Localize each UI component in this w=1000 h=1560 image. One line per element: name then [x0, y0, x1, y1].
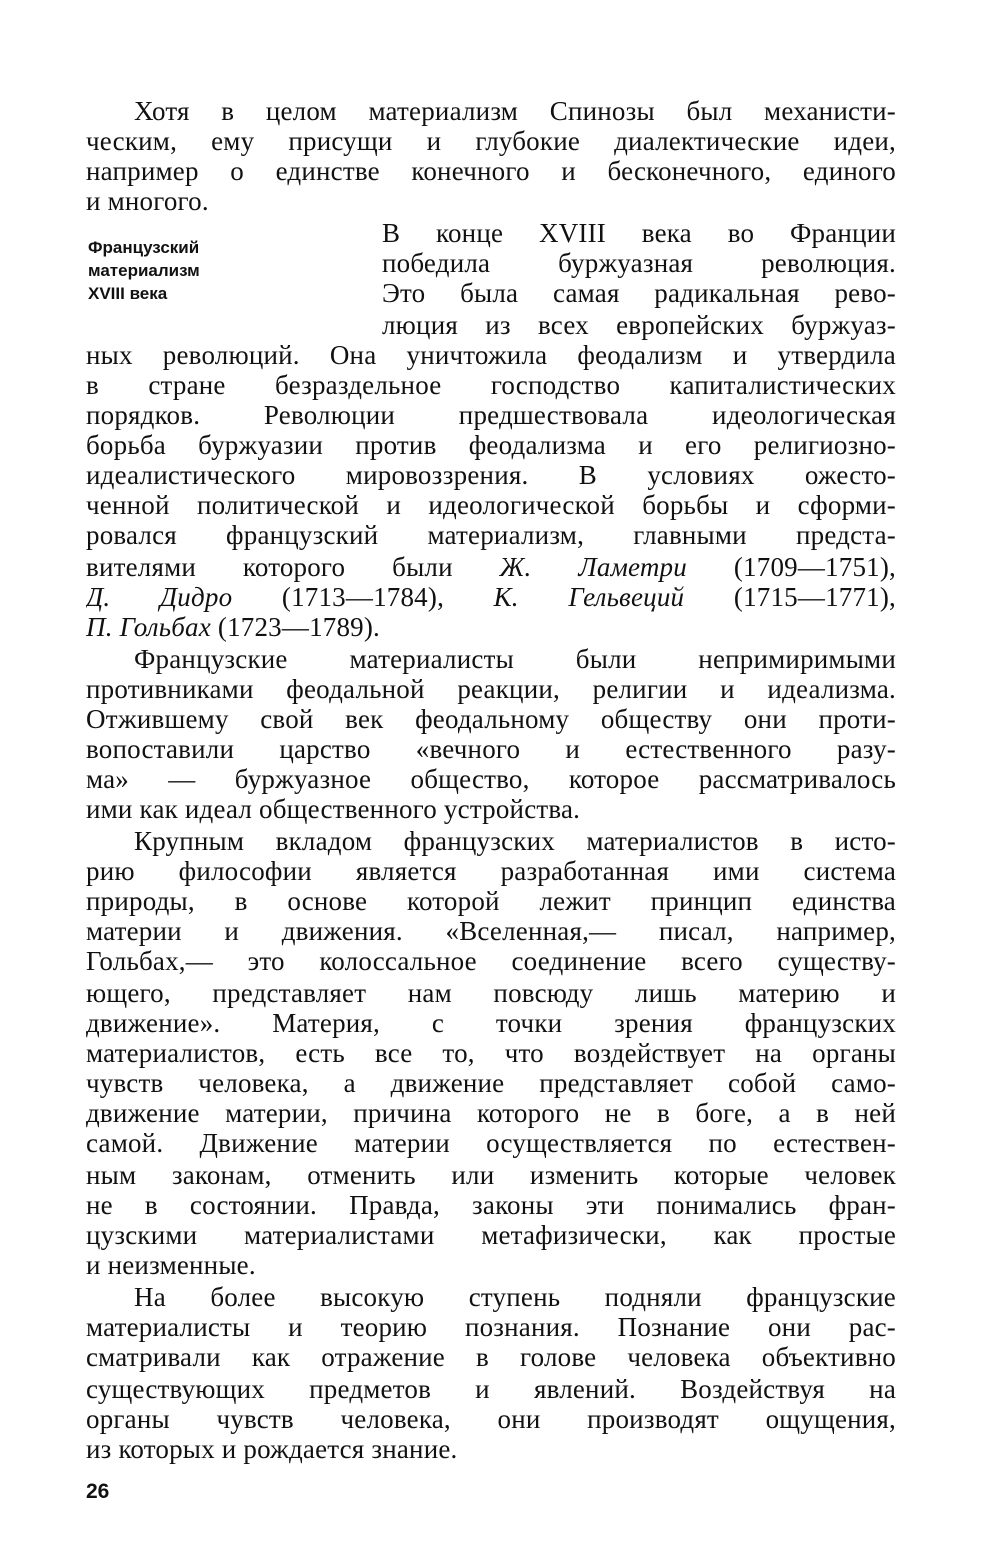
text-line: люция из всех европейских буржуаз- — [382, 310, 896, 340]
text-line: ческим, ему присущи и глубокие диалектические идеи, — [86, 126, 896, 156]
text-line: Это была самая радикальная рево- — [382, 278, 896, 308]
text-line: борьба буржуазии против феодализма и его религиозно- — [86, 430, 896, 460]
text-line: материалисты и теорию познания. Познание они рас- — [86, 1312, 896, 1342]
text-line: Гольбах,— это колоссальное соединение всего существу- — [86, 946, 896, 976]
text-line: Французские материалисты были непримиримыми — [134, 644, 896, 674]
text-line: материалистов, есть все то, что воздействует на органы — [86, 1038, 896, 1068]
text-line: не в состоянии. Правда, законы эти понимались фран- — [86, 1190, 896, 1220]
margin-heading-line: материализм — [88, 261, 200, 280]
text-line: На более высокую ступень подняли французские — [134, 1282, 896, 1312]
text-fragment: (1723—1789). — [217, 612, 381, 642]
text-line: ным законам, отменить или изменить которые человек — [86, 1160, 896, 1190]
text-line: Хотя в целом материализм Спинозы был механисти- — [134, 96, 896, 126]
text-line: природы, в основе которой лежит принцип единства — [86, 886, 896, 916]
text-line: органы чувств человека, они производят ощущения, — [86, 1404, 896, 1434]
text-fragment: (1713—1784), — [281, 582, 445, 612]
text-line: Крупным вкладом французских материалистов в исто- — [134, 826, 896, 856]
person-name: Д. Дидро — [86, 582, 233, 612]
text-line: ющего, представляет нам повсюду лишь материю и — [86, 978, 896, 1008]
person-name: Ж. Ламетри — [499, 552, 687, 582]
text-line — [86, 612, 896, 642]
text-line: и многого. — [86, 186, 209, 216]
text-line: чувств человека, а движение представляет собой само- — [86, 1068, 896, 1098]
margin-heading-line: Французский — [88, 238, 200, 257]
margin-heading — [88, 236, 288, 305]
text-line: противниками феодальной реакции, религии и идеализма. — [86, 674, 896, 704]
text-line: в стране безраздельное господство капиталистических — [86, 370, 896, 400]
text-line: вопоставили царство «вечного и естественного разу- — [86, 734, 896, 764]
margin-heading-line: XVIII века — [88, 284, 168, 303]
text-line: движение». Материя, с точки зрения французских — [86, 1008, 896, 1038]
text-line: материи и движения. «Вселенная,— писал, например, — [86, 916, 896, 946]
person-name: П. Гольбах — [86, 612, 211, 642]
text-line — [86, 582, 896, 612]
text-line: идеалистического мировоззрения. В условиях ожесто- — [86, 460, 896, 490]
text-line: рию философии является разработанная ими система — [86, 856, 896, 886]
text-line: Отжившему свой век феодальному обществу они проти- — [86, 704, 896, 734]
text-line: существующих предметов и явлений. Воздействуя на — [86, 1374, 896, 1404]
text-line: ими как идеал общественного устройства. — [86, 794, 581, 824]
text-line: В конце XVIII века во Франции — [382, 218, 896, 248]
text-line: например о единстве конечного и бесконечного, единого — [86, 156, 896, 186]
text-line: ченной политической и идеологической борьбы и сформи- — [86, 490, 896, 520]
page-number: 26 — [86, 1480, 110, 1503]
text-line: из которых и рождается знание. — [86, 1434, 458, 1464]
text-line: победила буржуазная революция. — [382, 248, 896, 278]
text-line: и неизменные. — [86, 1250, 256, 1280]
text-fragment: (1715—1771), — [733, 582, 896, 612]
text-line: самой. Движение материи осуществляется по естествен- — [86, 1128, 896, 1158]
text-line: движение материи, причина которого не в боге, а в ней — [86, 1098, 896, 1128]
text-line: порядков. Революции предшествовала идеологическая — [86, 400, 896, 430]
text-line: ма» — буржуазное общество, которое рассматривалось — [86, 764, 896, 794]
text-line — [86, 552, 896, 582]
text-fragment: вителями которого были — [86, 552, 453, 582]
text-line: сматривали как отражение в голове человека объективно — [86, 1342, 896, 1372]
text-fragment: (1709—1751), — [733, 552, 896, 582]
person-name: К. Гельвеций — [493, 582, 685, 612]
text-line: ровался французский материализм, главными предста- — [86, 520, 896, 550]
text-line: ных революций. Она уничтожила феодализм и утвердила — [86, 340, 896, 370]
text-line: цузскими материалистами метафизически, как простые — [86, 1220, 896, 1250]
